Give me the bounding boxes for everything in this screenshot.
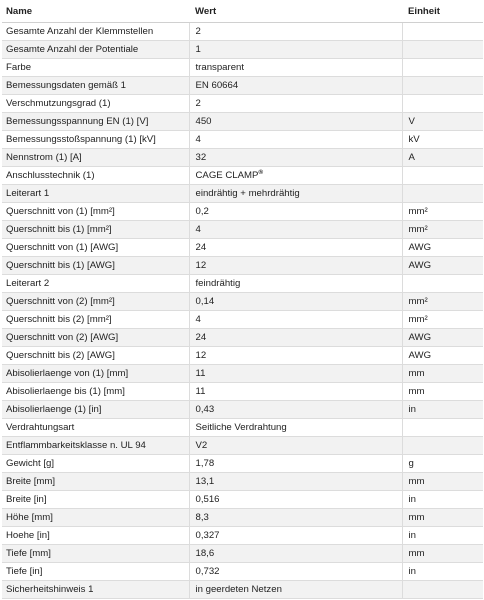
table-row [2, 347, 483, 365]
cell-unit [402, 581, 483, 599]
cell-name: Querschnitt bis (1) [mm²] [2, 221, 189, 239]
table-row [2, 257, 483, 275]
table-row [2, 581, 483, 599]
table-row [2, 23, 483, 41]
cell-unit: AWG [402, 257, 483, 275]
cell-name: Gesamte Anzahl der Potentiale [2, 41, 189, 59]
cell-value-text: 0,2 [195, 206, 209, 217]
cell-unit: mm² [402, 311, 483, 329]
cell-value-text: 11 [195, 386, 206, 397]
cell-value [189, 77, 402, 95]
cell-value-text: Seitliche Verdrahtung [195, 422, 287, 433]
table-row [2, 563, 483, 581]
cell-value-text: 8,3 [195, 512, 209, 523]
cell-unit: mm [402, 545, 483, 563]
table-header-row [2, 0, 483, 23]
cell-value [189, 185, 402, 203]
table-row [2, 221, 483, 239]
table-row [2, 95, 483, 113]
header-unit: Einheit [402, 0, 483, 23]
cell-value [189, 311, 402, 329]
cell-name: Abisolierlaenge von (1) [mm] [2, 365, 189, 383]
table-row [2, 509, 483, 527]
cell-value-text: 12 [195, 260, 207, 271]
cell-unit [402, 59, 483, 77]
table-row [2, 419, 483, 437]
cell-value-text: CAGE CLAMP [195, 170, 259, 181]
cell-unit [402, 419, 483, 437]
cell-unit: A [402, 149, 483, 167]
cell-unit [402, 275, 483, 293]
cell-name: Tiefe [in] [2, 563, 189, 581]
cell-value-text: 12 [195, 350, 207, 361]
cell-unit [402, 23, 483, 41]
cell-value [189, 275, 402, 293]
cell-value-text: 11 [195, 368, 206, 379]
cell-value-text: eindrähtig + mehrdrähtig [195, 188, 300, 199]
cell-unit [402, 185, 483, 203]
cell-value [189, 563, 402, 581]
cell-name: Querschnitt bis (2) [mm²] [2, 311, 189, 329]
cell-value [189, 95, 402, 113]
cell-name: Querschnitt bis (1) [AWG] [2, 257, 189, 275]
cell-value-text: 0,14 [195, 296, 215, 307]
cell-unit: mm [402, 383, 483, 401]
table-body [2, 23, 483, 599]
cell-name: Gewicht [g] [2, 455, 189, 473]
cell-unit [402, 41, 483, 59]
cell-value [189, 437, 402, 455]
table-row [2, 167, 483, 185]
cell-unit: in [402, 491, 483, 509]
cell-value-text: 18,6 [195, 548, 215, 559]
cell-name: Breite [mm] [2, 473, 189, 491]
cell-value [189, 149, 402, 167]
cell-value [189, 131, 402, 149]
cell-name: Breite [in] [2, 491, 189, 509]
cell-unit: kV [402, 131, 483, 149]
cell-name: Querschnitt von (1) [mm²] [2, 203, 189, 221]
cell-value-text: 24 [195, 242, 207, 253]
table-row [2, 185, 483, 203]
cell-value-text: 1 [195, 44, 201, 55]
cell-unit: V [402, 113, 483, 131]
cell-name: Bemessungsstoßspannung (1) [kV] [2, 131, 189, 149]
table-row [2, 59, 483, 77]
cell-value [189, 41, 402, 59]
cell-name: Entflammbarkeitsklasse n. UL 94 [2, 437, 189, 455]
table-row [2, 545, 483, 563]
cell-value-text: 0,732 [195, 566, 220, 577]
cell-value [189, 419, 402, 437]
cell-value [189, 329, 402, 347]
cell-name: Gesamte Anzahl der Klemmstellen [2, 23, 189, 41]
table-row [2, 77, 483, 95]
cell-value-text: 2 [195, 98, 201, 109]
table-row [2, 149, 483, 167]
cell-name: Querschnitt von (2) [mm²] [2, 293, 189, 311]
cell-unit [402, 437, 483, 455]
cell-name: Abisolierlaenge (1) [in] [2, 401, 189, 419]
cell-value [189, 23, 402, 41]
table-row [2, 203, 483, 221]
cell-value [189, 455, 402, 473]
cell-value [189, 59, 402, 77]
table-row [2, 293, 483, 311]
cell-unit: mm [402, 509, 483, 527]
table-row [2, 131, 483, 149]
cell-value-text: 1,78 [195, 458, 215, 469]
cell-value [189, 527, 402, 545]
cell-value-text: 24 [195, 332, 207, 343]
cell-name: Abisolierlaenge bis (1) [mm] [2, 383, 189, 401]
cell-name: Bemessungsspannung EN (1) [V] [2, 113, 189, 131]
cell-value-text: 4 [195, 314, 201, 325]
cell-value [189, 545, 402, 563]
registered-mark: ® [258, 168, 264, 176]
cell-name: Anschlusstechnik (1) [2, 167, 189, 185]
cell-name: Tiefe [mm] [2, 545, 189, 563]
table-row [2, 275, 483, 293]
cell-value-text: 32 [195, 152, 207, 163]
cell-value-text: transparent [195, 62, 245, 73]
cell-name: Querschnitt von (2) [AWG] [2, 329, 189, 347]
cell-unit: mm² [402, 221, 483, 239]
cell-name: Höhe [mm] [2, 509, 189, 527]
header-value: Wert [189, 0, 402, 23]
table-row [2, 113, 483, 131]
cell-value-text: feindrähtig [195, 278, 241, 289]
cell-name: Farbe [2, 59, 189, 77]
cell-value-text: in geerdeten Netzen [195, 584, 282, 595]
cell-value [189, 257, 402, 275]
cell-value [189, 365, 402, 383]
cell-value-text: 0,327 [195, 530, 220, 541]
table-row [2, 239, 483, 257]
cell-name: Leiterart 2 [2, 275, 189, 293]
cell-value [189, 383, 402, 401]
cell-unit: AWG [402, 347, 483, 365]
cell-name: Nennstrom (1) [A] [2, 149, 189, 167]
cell-name: Querschnitt von (1) [AWG] [2, 239, 189, 257]
cell-value [189, 203, 402, 221]
table-row [2, 365, 483, 383]
cell-name: Leiterart 1 [2, 185, 189, 203]
cell-name: Verschmutzungsgrad (1) [2, 95, 189, 113]
cell-value [189, 401, 402, 419]
cell-value-text: V2 [195, 440, 208, 451]
cell-value [189, 167, 402, 185]
cell-value-text: EN 60664 [195, 80, 239, 91]
table-row [2, 311, 483, 329]
cell-name: Verdrahtungsart [2, 419, 189, 437]
cell-unit: in [402, 527, 483, 545]
cell-value [189, 239, 402, 257]
table-row [2, 401, 483, 419]
table-row [2, 41, 483, 59]
cell-value [189, 113, 402, 131]
cell-name: Hoehe [in] [2, 527, 189, 545]
cell-value-text: 2 [195, 26, 201, 37]
cell-unit: in [402, 563, 483, 581]
cell-value [189, 347, 402, 365]
cell-value [189, 491, 402, 509]
cell-unit: AWG [402, 329, 483, 347]
spec-table [2, 0, 483, 599]
cell-name: Querschnitt bis (2) [AWG] [2, 347, 189, 365]
cell-unit [402, 77, 483, 95]
cell-unit [402, 95, 483, 113]
cell-unit: mm² [402, 203, 483, 221]
spec-table-container [2, 0, 483, 599]
cell-unit: mm² [402, 293, 483, 311]
cell-unit: in [402, 401, 483, 419]
table-row [2, 383, 483, 401]
table-row [2, 473, 483, 491]
cell-unit: g [402, 455, 483, 473]
cell-unit: mm [402, 365, 483, 383]
table-row [2, 329, 483, 347]
cell-value [189, 509, 402, 527]
table-row [2, 527, 483, 545]
cell-value-text: 450 [195, 116, 212, 127]
cell-name: Sicherheitshinweis 1 [2, 581, 189, 599]
cell-value [189, 293, 402, 311]
table-row [2, 437, 483, 455]
cell-unit [402, 167, 483, 185]
cell-value-text: 0,516 [195, 494, 220, 505]
cell-value-text: 4 [195, 134, 201, 145]
cell-value-text: 0,43 [195, 404, 215, 415]
cell-value [189, 221, 402, 239]
table-row [2, 491, 483, 509]
cell-name: Bemessungsdaten gemäß 1 [2, 77, 189, 95]
table-row [2, 455, 483, 473]
cell-unit: AWG [402, 239, 483, 257]
cell-value-text: 4 [195, 224, 201, 235]
cell-value [189, 581, 402, 599]
cell-value [189, 473, 402, 491]
cell-value-text: 13,1 [195, 476, 215, 487]
cell-unit: mm [402, 473, 483, 491]
header-name: Name [2, 0, 189, 23]
